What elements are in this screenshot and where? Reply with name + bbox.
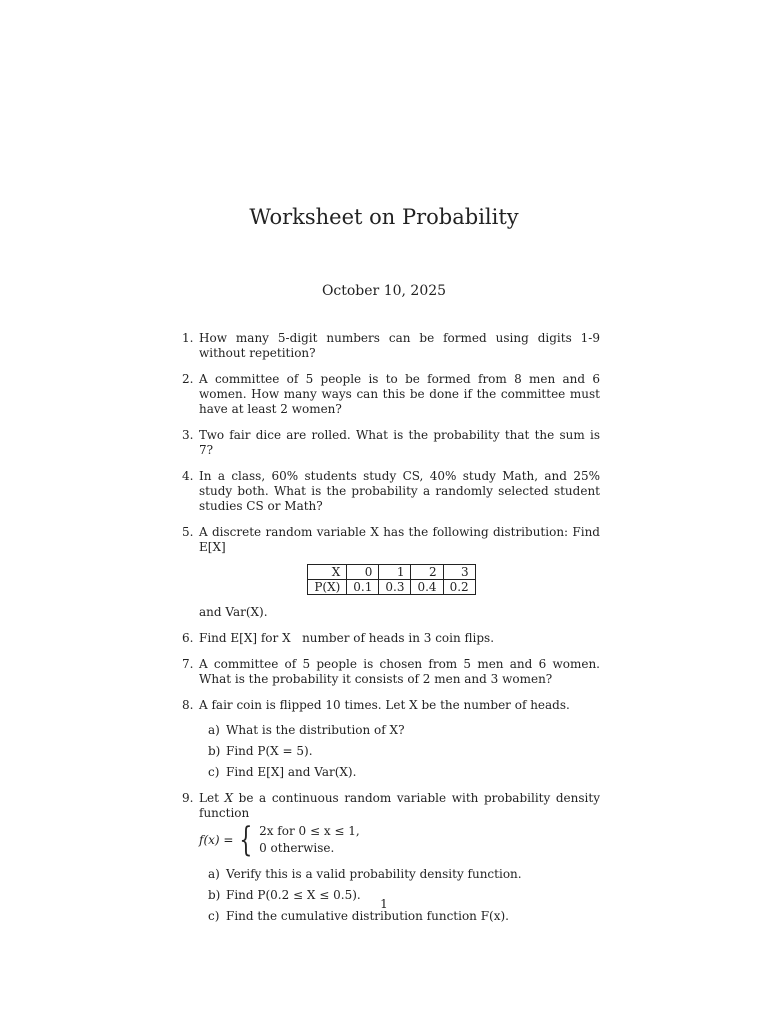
problem-3 [182, 428, 600, 458]
table-row-px [308, 580, 475, 595]
table-cell: 0.3 [379, 580, 411, 595]
subquestion-text: Find E[X] and Var(X). [226, 765, 357, 779]
problem-number: 2. [182, 372, 194, 386]
piecewise-function [199, 820, 600, 860]
table-cell: 1 [379, 565, 411, 580]
subquestion-a [208, 723, 600, 738]
subquestion-text: Find P(X = 5). [226, 744, 313, 758]
left-brace-icon: { [239, 820, 253, 860]
subquestion-label: b) [208, 888, 221, 902]
problem-2 [182, 372, 600, 417]
problem-number: 9. [182, 791, 194, 805]
subquestion-label: b) [208, 744, 221, 758]
problem-text: A discrete random variable X has the following distribution: Find E[X] [199, 525, 600, 554]
subquestion-a [208, 867, 600, 882]
table-cell: 2 [411, 565, 443, 580]
subquestion-text: Find P(0.2 ≤ X ≤ 0.5). [226, 888, 361, 902]
problem-1 [182, 331, 600, 361]
problem-text: A committee of 5 people is chosen from 5 men and 6 women. What is the probability it consists of 2 men and 3 women? [199, 657, 600, 686]
table-cell: 3 [443, 565, 475, 580]
problem-4 [182, 469, 600, 514]
function-lhs: f(x) = [199, 832, 234, 847]
table-row-x [308, 565, 475, 580]
problem-text: Find E[X] for X number of heads in 3 coin flips. [199, 631, 495, 645]
table-cell: 0.2 [443, 580, 475, 595]
problem-text-end: be a continuous random variable with probability density function [199, 791, 600, 820]
distribution-table [307, 564, 475, 595]
subquestion-list [208, 723, 600, 780]
problem-text-start: Let [199, 791, 219, 805]
problem-number: 4. [182, 469, 194, 483]
subquestion-label: c) [208, 909, 220, 923]
subquestion-text: Find the cumulative distribution function F(x). [226, 909, 509, 923]
case-2: 0 otherwise. [259, 841, 335, 855]
problem-text: In a class, 60% students study CS, 40% study Math, and 25% study both. What is the probability a randomly selected student studies CS or Math? [199, 469, 600, 513]
subquestion-c [208, 909, 600, 924]
table-cell: X [308, 565, 347, 580]
page-number: 1 [380, 897, 388, 911]
problem-number: 5. [182, 525, 194, 539]
worksheet-title: Worksheet on Probability [249, 205, 519, 229]
problem-5 [182, 525, 600, 620]
problem-number: 1. [182, 331, 194, 345]
subquestion-b [208, 744, 600, 759]
problem-number: 7. [182, 657, 194, 671]
subquestion-text: What is the distribution of X? [226, 723, 405, 737]
problem-7 [182, 657, 600, 687]
subquestion-text: Verify this is a valid probability density function. [226, 867, 522, 881]
subquestion-list [208, 867, 600, 924]
problem-number: 6. [182, 631, 194, 645]
problem-6 [182, 631, 600, 646]
problem-text: How many 5-digit numbers can be formed using digits 1-9 without repetition? [199, 331, 600, 360]
problem-number: 3. [182, 428, 194, 442]
table-cell: P(X) [308, 580, 347, 595]
table-cell: 0.4 [411, 580, 443, 595]
problem-8 [182, 698, 600, 780]
problem-text: Two fair dice are rolled. What is the probability that the sum is 7? [199, 428, 600, 457]
problem-text [199, 791, 600, 821]
subquestion-label: a) [208, 867, 220, 881]
problem-number: 8. [182, 698, 194, 712]
subquestion-label: a) [208, 723, 220, 737]
function-cases [259, 823, 360, 857]
case-1: 2x for 0 ≤ x ≤ 1, [259, 824, 360, 838]
table-cell: 0 [347, 565, 379, 580]
problem-text: A committee of 5 people is to be formed from 8 men and 6 women. How many ways can this be done if the committee must have at least 2 women? [199, 372, 600, 416]
math-variable: X [224, 791, 234, 805]
problem-text: A fair coin is flipped 10 times. Let X be the number of heads. [199, 698, 570, 712]
table-cell: 0.1 [347, 580, 379, 595]
subquestion-label: c) [208, 765, 220, 779]
subquestion-c [208, 765, 600, 780]
problem-list [182, 331, 600, 935]
worksheet-date: October 10, 2025 [321, 283, 447, 299]
problem-text-continued: and Var(X). [199, 605, 268, 619]
